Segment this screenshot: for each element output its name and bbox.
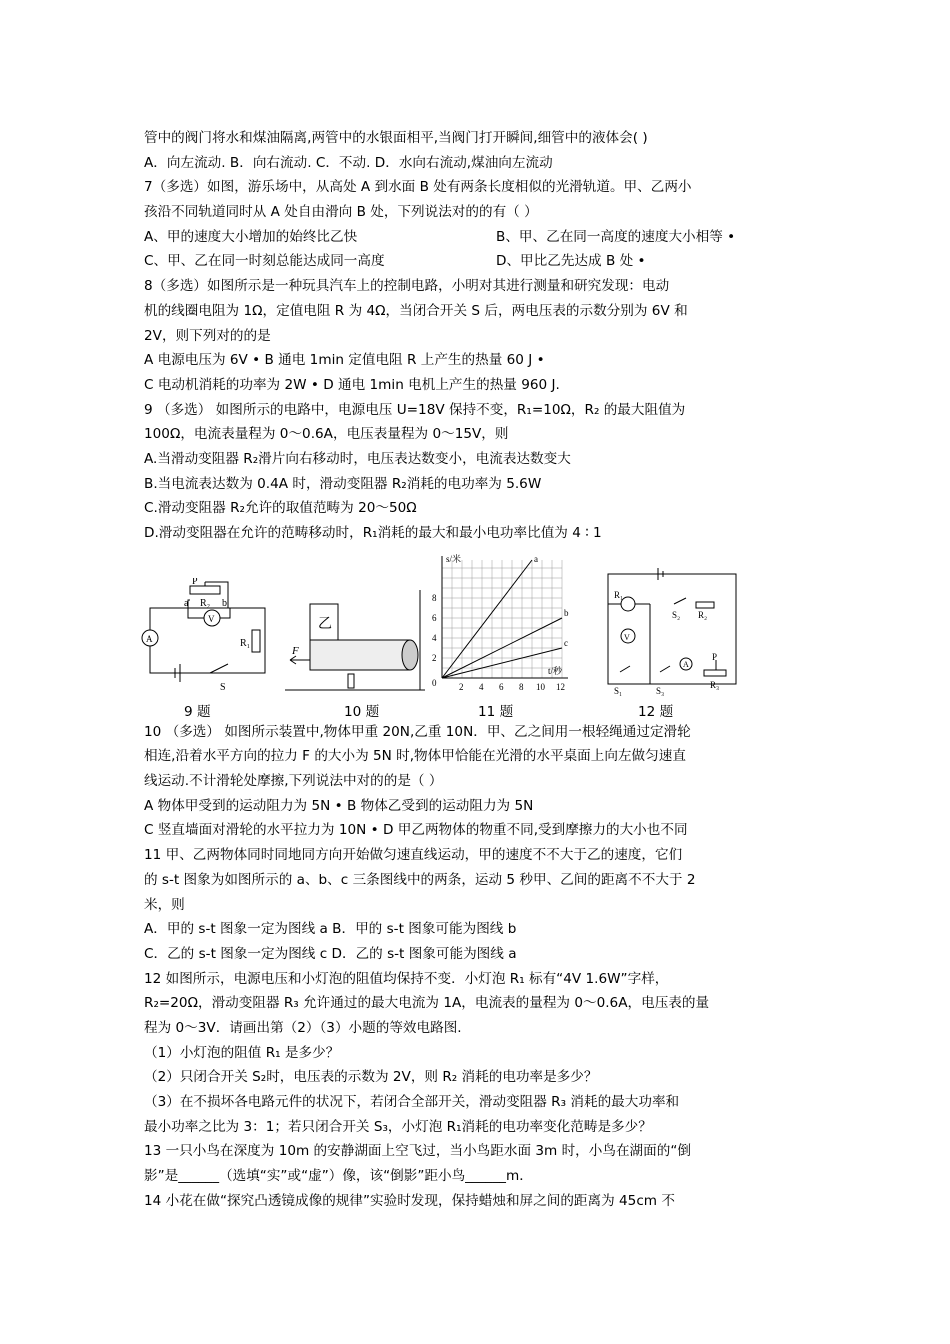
- fig12-label: P: [712, 651, 718, 662]
- text-line: 11 甲、乙两物体同时同地同方向开始做匀速直线运动，甲的速度不不大于乙的速度，它们: [144, 847, 683, 864]
- text-line: A．向左流动. B．向右流动. C．不动. D．水向右流动,煤油向左流动: [144, 154, 553, 171]
- fig11-line-c: c: [564, 637, 568, 648]
- figure-11-st-graph: [430, 550, 580, 700]
- text-line: C 竖直墙面对滑轮的水平拉力为 10N • D 甲乙两物体的物重不同,受到摩擦力的大小也不同: [144, 822, 688, 839]
- text-line: 机的线圈电阻为 1Ω，定值电阻 R 为 4Ω，当闭合开关 S 后，两电压表的示数分别为 6V 和: [144, 302, 688, 319]
- fig12-label: S₃: [656, 685, 665, 696]
- fig10-label: 乙: [318, 616, 332, 632]
- figure-9-circuit: [140, 578, 270, 698]
- fig9-label: P: [192, 577, 198, 587]
- text-line: 100Ω，电流表量程为 0～0.6A，电压表量程为 0～15V，则: [144, 426, 509, 443]
- text-line: 线运动.不计滑轮处摩擦,下列说法中对的的是（ ）: [144, 773, 443, 790]
- figure-caption: 11 题: [478, 703, 514, 720]
- fig11-xtick: 2: [459, 681, 464, 692]
- fig9-label: A: [146, 633, 153, 644]
- fig11-ytick: 2: [432, 652, 437, 663]
- fig11-xtick: 6: [499, 681, 504, 692]
- fig12-label: S₂: [672, 609, 681, 620]
- fig12-label: R₃: [710, 679, 720, 690]
- fig9-label: R₁: [240, 637, 251, 649]
- figures-row: [144, 550, 814, 720]
- text-line: 9 （多选） 如图所示的电路中，电源电压 U=18V 保持不变，R₁=10Ω，R₂ 的最大阻值为: [144, 401, 686, 418]
- fig12-label: S₁: [614, 685, 623, 696]
- fig11-ytick: 8: [432, 592, 437, 603]
- fig9-label: R₂: [200, 597, 211, 609]
- text-line: 13 一只小鸟在深度为 10m 的安静湖面上空飞过，当小鸟距水面 3m 时，小鸟在湖面的“倒: [144, 1143, 691, 1160]
- q7-options-row: [144, 249, 814, 274]
- figure-caption: 12 题: [638, 703, 674, 720]
- text-line: 2V，则下列对的的是: [144, 327, 271, 344]
- figure-12-circuit: [600, 564, 750, 700]
- text-line: C．乙的 s-t 图象一定为图线 c D．乙的 s-t 图象可能为图线 a: [144, 945, 517, 962]
- fig9-label: a: [184, 597, 189, 609]
- text-line: 孩沿不同轨道同时从 A 处自由滑向 B 处，下列说法对的的有（ ）: [144, 204, 538, 221]
- fig11-origin: 0: [432, 677, 437, 688]
- figure-caption: 10 题: [344, 703, 380, 720]
- fig12-label: R₂: [698, 609, 708, 620]
- text-line: 管中的阀门将水和煤油隔离,两管中的水银面相平,当阀门打开瞬间,细管中的液体会( ): [144, 130, 648, 146]
- text-line: A.当滑动变阻器 R₂滑片向右移动时，电压表达数变小，电流表达数变大: [144, 450, 571, 467]
- fig11-ytick: 6: [432, 612, 437, 623]
- fig11-xtick: 4: [479, 681, 484, 692]
- text-line: 米，则: [144, 896, 185, 913]
- text-line: C.滑动变阻器 R₂允许的取值范畴为 20～50Ω: [144, 500, 417, 517]
- fig11-xtick: 8: [519, 681, 524, 692]
- text-line: 相连,沿着水平方向的拉力 F 的大小为 5N 时,物体甲恰能在光滑的水平桌面上向左做匀速直: [144, 748, 686, 765]
- text-line: B.当电流表达数为 0.4A 时，滑动变阻器 R₂消耗的电功率为 5.6W: [144, 475, 542, 492]
- fig11-line-b: b: [564, 607, 569, 618]
- q7-option-b: B、甲、乙在同一高度的速度大小相等 •: [496, 228, 736, 245]
- q7-option-d: D、甲比乙先达成 B 处 •: [496, 253, 646, 270]
- text-line: R₂=20Ω，滑动变阻器 R₃ 允许通过的最大电流为 1A，电流表的量程为 0～0.6A，电压表的量: [144, 995, 710, 1012]
- fig11-ylabel: s/米: [446, 553, 462, 564]
- fig11-xtick: 12: [556, 681, 565, 692]
- text-line: A 电源电压为 6V • B 通电 1min 定值电阻 R 上产生的热量 60 J •: [144, 352, 545, 369]
- fig10-label: F: [292, 644, 299, 657]
- q7-option-a: A、甲的速度大小增加的始终比乙快: [144, 228, 358, 245]
- fig9-label: S: [220, 681, 226, 693]
- fig11-ytick: 4: [432, 632, 437, 643]
- fig12-label: A: [683, 659, 689, 669]
- figure-caption: 9 题: [184, 703, 211, 720]
- text-line: 12 如图所示，电源电压和小灯泡的阻值均保持不变．小灯泡 R₁ 标有“4V 1.6W”字样，: [144, 970, 669, 987]
- fig12-label: R₁: [614, 589, 624, 600]
- fig11-line-a: a: [534, 553, 538, 564]
- text-line: 7（多选）如图，游乐场中，从高处 A 到水面 B 处有两条长度相似的光滑轨道。甲、乙两小: [144, 179, 692, 196]
- text-line: 影”是______（选填“实”或“虚”）像，该“倒影”距小鸟______m．: [144, 1168, 533, 1185]
- text-line: 14 小花在做“探究凸透镜成像的规律”实验时发现，保持蜡烛和屏之间的距离为 45cm 不: [144, 1192, 675, 1209]
- text-line: D.滑动变阻器在允许的范畴移动时，R₁消耗的最大和最小电功率比值为 4 ∶ 1: [144, 525, 602, 541]
- text-line: 的 s-t 图象为如图所示的 a、b、c 三条图线中的两条，运动 5 秒甲、乙间的距离不不大于 2: [144, 871, 696, 888]
- fig11-xlabel: t/秒: [548, 665, 563, 676]
- document-page: [144, 126, 814, 1213]
- q7-option-c: C、甲、乙在同一时刻总能达成同一高度: [144, 253, 385, 270]
- fig12-label: V: [624, 632, 630, 642]
- text-line: （2）只闭合开关 S₂时，电压表的示数为 2V，则 R₂ 消耗的电功率是多少？: [144, 1069, 598, 1086]
- text-line: A．甲的 s-t 图象一定为图线 a B．甲的 s-t 图象可能为图线 b: [144, 921, 517, 938]
- figure-10-pulley: [280, 590, 430, 700]
- text-line: 10 （多选） 如图所示装置中,物体甲重 20N,乙重 10N．甲、乙之间用一根轻绳通过定滑轮: [144, 723, 691, 740]
- text-line: 最小功率之比为 3：1；若只闭合开关 S₃，小灯泡 R₁消耗的电功率变化范畴是多少？: [144, 1118, 652, 1135]
- text-line: C 电动机消耗的功率为 2W • D 通电 1min 电机上产生的热量 960 J.: [144, 376, 560, 393]
- text-line: A 物体甲受到的运动阻力为 5N • B 物体乙受到的运动阻力为 5N: [144, 797, 534, 814]
- text-line: （1）小灯泡的阻值 R₁ 是多少？: [144, 1044, 340, 1061]
- fig9-label: V: [208, 613, 215, 624]
- q7-options-row: [144, 225, 814, 250]
- text-line: （3）在不损坏各电路元件的状况下，若闭合全部开关，滑动变阻器 R₃ 消耗的最大功率和: [144, 1094, 680, 1110]
- fig9-label: b: [222, 597, 227, 609]
- fig11-xtick: 10: [536, 681, 545, 692]
- text-line: 8（多选）如图所示是一种玩具汽车上的控制电路，小明对其进行测量和研究发现：电动: [144, 278, 670, 295]
- text-line: 程为 0～3V．请画出第（2）（3）小题的等效电路图.: [144, 1019, 462, 1036]
